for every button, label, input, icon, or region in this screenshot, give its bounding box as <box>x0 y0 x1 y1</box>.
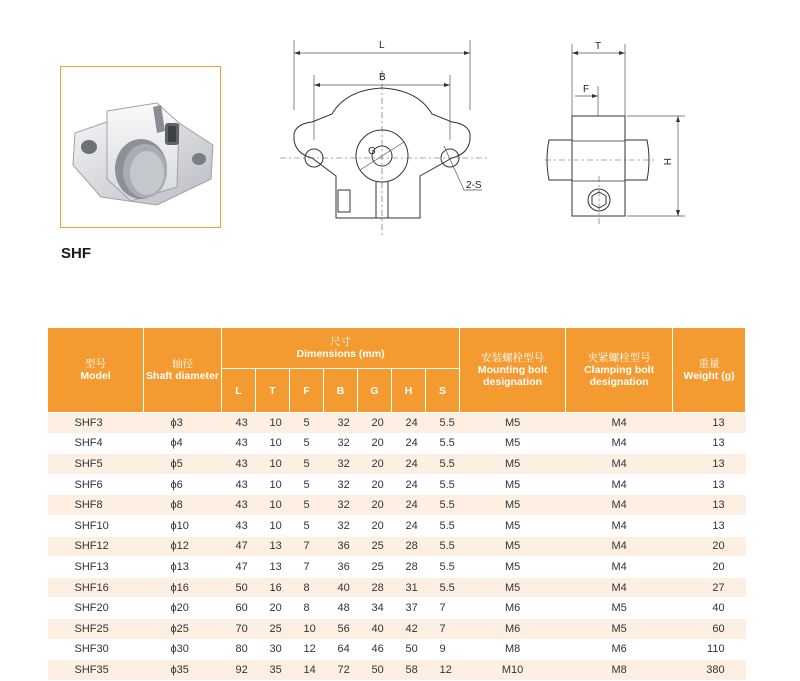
dim-label-H: H <box>661 158 672 166</box>
cell-f: 10 <box>290 618 324 639</box>
cell-h: 24 <box>392 413 426 434</box>
cell-shaft: ϕ35 <box>144 660 222 681</box>
table-body <box>48 413 746 681</box>
cell-model: SHF4 <box>48 433 144 454</box>
cell-clamp: M6 <box>566 639 673 660</box>
cell-l: 70 <box>222 618 256 639</box>
cell-h: 42 <box>392 618 426 639</box>
header-dim-G: G <box>358 369 392 413</box>
cell-shaft: ϕ3 <box>144 413 222 434</box>
cell-g: 20 <box>358 495 392 516</box>
header-model-en: Model <box>80 370 111 382</box>
cell-shaft: ϕ6 <box>144 474 222 495</box>
cell-l: 47 <box>222 557 256 578</box>
dim-label-B: B <box>379 72 386 83</box>
table-row <box>48 557 746 578</box>
header-shaft-en: Shaft diameter <box>146 370 219 382</box>
cell-model: SHF20 <box>48 598 144 619</box>
cell-b: 64 <box>324 639 358 660</box>
cell-shaft: ϕ12 <box>144 536 222 557</box>
cell-b: 32 <box>324 495 358 516</box>
cell-g: 20 <box>358 433 392 454</box>
cell-l: 92 <box>222 660 256 681</box>
cell-g: 50 <box>358 660 392 681</box>
cell-clamp: M5 <box>566 618 673 639</box>
cell-mount: M5 <box>460 557 566 578</box>
header-mounting-bolt <box>460 328 566 413</box>
dim-label-T: T <box>595 41 602 52</box>
cell-model: SHF5 <box>48 454 144 475</box>
product-photo <box>60 66 221 228</box>
cell-s: 5.5 <box>426 433 460 454</box>
cell-mount: M8 <box>460 639 566 660</box>
cell-clamp: M5 <box>566 598 673 619</box>
cell-s: 5.5 <box>426 577 460 598</box>
cell-t: 25 <box>256 618 290 639</box>
cell-h: 50 <box>392 639 426 660</box>
table-row <box>48 413 746 434</box>
cell-mount: M5 <box>460 515 566 536</box>
cell-b: 40 <box>324 577 358 598</box>
header-shaft-zh: 轴径 <box>172 358 193 370</box>
cell-shaft: ϕ20 <box>144 598 222 619</box>
header-clamp-en: Clamping bolt designation <box>584 364 655 388</box>
table-row <box>48 454 746 475</box>
header-weight <box>673 328 746 413</box>
cell-clamp: M4 <box>566 474 673 495</box>
cell-b: 32 <box>324 433 358 454</box>
cell-shaft: ϕ25 <box>144 618 222 639</box>
cell-h: 24 <box>392 454 426 475</box>
cell-mount: M10 <box>460 660 566 681</box>
product-title: SHF <box>61 245 91 262</box>
cell-model: SHF10 <box>48 515 144 536</box>
dim-label-G: G <box>368 146 376 157</box>
cell-t: 20 <box>256 598 290 619</box>
cell-g: 20 <box>358 474 392 495</box>
cell-t: 10 <box>256 495 290 516</box>
cell-clamp: M4 <box>566 433 673 454</box>
table-row <box>48 577 746 598</box>
cell-weight: 380 <box>673 660 746 681</box>
cell-f: 5 <box>290 515 324 536</box>
cell-mount: M6 <box>460 618 566 639</box>
table-row <box>48 433 746 454</box>
cell-weight: 13 <box>673 474 746 495</box>
cell-b: 36 <box>324 557 358 578</box>
header-clamp-zh: 夹紧螺栓型号 <box>587 352 651 364</box>
cell-mount: M5 <box>460 495 566 516</box>
cell-weight: 20 <box>673 557 746 578</box>
cell-t: 10 <box>256 515 290 536</box>
cell-model: SHF30 <box>48 639 144 660</box>
cell-b: 32 <box>324 413 358 434</box>
cell-shaft: ϕ16 <box>144 577 222 598</box>
header-dims-zh: 尺寸 <box>330 336 352 348</box>
cell-t: 13 <box>256 557 290 578</box>
header-weight-en: Weight (g) <box>683 370 735 382</box>
cell-f: 5 <box>290 495 324 516</box>
cell-l: 43 <box>222 515 256 536</box>
header-mount-en: Mounting bolt designation <box>477 364 548 388</box>
cell-h: 58 <box>392 660 426 681</box>
header-shaft <box>144 328 222 413</box>
table-row <box>48 495 746 516</box>
cell-model: SHF3 <box>48 413 144 434</box>
cell-l: 43 <box>222 433 256 454</box>
cell-b: 32 <box>324 515 358 536</box>
table-row <box>48 515 746 536</box>
table-row <box>48 598 746 619</box>
cell-h: 37 <box>392 598 426 619</box>
cell-h: 28 <box>392 536 426 557</box>
header-dim-T: T <box>256 369 290 413</box>
cell-s: 9 <box>426 639 460 660</box>
table-row <box>48 618 746 639</box>
cell-weight: 20 <box>673 536 746 557</box>
side-view-drawing <box>545 36 695 226</box>
header-dims-en: Dimensions (mm) <box>296 348 385 360</box>
cell-shaft: ϕ13 <box>144 557 222 578</box>
cell-f: 5 <box>290 433 324 454</box>
cell-model: SHF16 <box>48 577 144 598</box>
cell-clamp: M4 <box>566 454 673 475</box>
specification-table <box>47 327 746 681</box>
cell-mount: M5 <box>460 433 566 454</box>
cell-t: 10 <box>256 433 290 454</box>
cell-model: SHF35 <box>48 660 144 681</box>
cell-l: 43 <box>222 413 256 434</box>
header-dim-F: F <box>290 369 324 413</box>
cell-h: 24 <box>392 433 426 454</box>
cell-mount: M5 <box>460 577 566 598</box>
header-clamping-bolt <box>566 328 673 413</box>
cell-l: 50 <box>222 577 256 598</box>
cell-model: SHF12 <box>48 536 144 557</box>
cell-t: 30 <box>256 639 290 660</box>
cell-f: 14 <box>290 660 324 681</box>
table-row <box>48 536 746 557</box>
cell-model: SHF6 <box>48 474 144 495</box>
cell-f: 5 <box>290 474 324 495</box>
header-dim-L: L <box>222 369 256 413</box>
cell-b: 56 <box>324 618 358 639</box>
cell-g: 20 <box>358 515 392 536</box>
cell-l: 43 <box>222 454 256 475</box>
cell-s: 5.5 <box>426 495 460 516</box>
cell-f: 8 <box>290 598 324 619</box>
cell-mount: M6 <box>460 598 566 619</box>
cell-g: 40 <box>358 618 392 639</box>
cell-b: 72 <box>324 660 358 681</box>
cell-f: 5 <box>290 413 324 434</box>
cell-f: 7 <box>290 536 324 557</box>
cell-t: 13 <box>256 536 290 557</box>
cell-b: 36 <box>324 536 358 557</box>
cell-g: 20 <box>358 413 392 434</box>
cell-clamp: M4 <box>566 495 673 516</box>
cell-weight: 110 <box>673 639 746 660</box>
cell-l: 43 <box>222 474 256 495</box>
cell-clamp: M4 <box>566 577 673 598</box>
cell-shaft: ϕ30 <box>144 639 222 660</box>
cell-s: 7 <box>426 598 460 619</box>
header-dim-H: H <box>392 369 426 413</box>
cell-shaft: ϕ8 <box>144 495 222 516</box>
cell-b: 32 <box>324 474 358 495</box>
cell-f: 8 <box>290 577 324 598</box>
cell-h: 24 <box>392 515 426 536</box>
header-dim-B: B <box>324 369 358 413</box>
cell-l: 47 <box>222 536 256 557</box>
cell-weight: 13 <box>673 495 746 516</box>
header-model-zh: 型号 <box>85 358 106 370</box>
cell-h: 24 <box>392 495 426 516</box>
cell-mount: M5 <box>460 413 566 434</box>
cell-t: 35 <box>256 660 290 681</box>
cell-t: 16 <box>256 577 290 598</box>
cell-l: 60 <box>222 598 256 619</box>
cell-g: 20 <box>358 454 392 475</box>
cell-g: 28 <box>358 577 392 598</box>
header-mount-zh: 安装螺栓型号 <box>481 352 545 364</box>
cell-mount: M5 <box>460 474 566 495</box>
cell-weight: 13 <box>673 515 746 536</box>
cell-g: 25 <box>358 536 392 557</box>
table-row <box>48 660 746 681</box>
cell-f: 5 <box>290 454 324 475</box>
cell-shaft: ϕ4 <box>144 433 222 454</box>
cell-mount: M5 <box>460 536 566 557</box>
table-row <box>48 474 746 495</box>
cell-clamp: M4 <box>566 536 673 557</box>
cell-weight: 27 <box>673 577 746 598</box>
cell-s: 5.5 <box>426 515 460 536</box>
cell-clamp: M4 <box>566 515 673 536</box>
dim-label-L: L <box>379 40 385 51</box>
cell-l: 80 <box>222 639 256 660</box>
header-weight-zh: 重量 <box>698 358 720 370</box>
cell-weight: 13 <box>673 413 746 434</box>
header-dimensions <box>222 328 460 369</box>
cell-weight: 13 <box>673 454 746 475</box>
cell-clamp: M4 <box>566 413 673 434</box>
cell-t: 10 <box>256 413 290 434</box>
cell-s: 5.5 <box>426 413 460 434</box>
cell-b: 32 <box>324 454 358 475</box>
cell-f: 12 <box>290 639 324 660</box>
dim-label-F: F <box>583 84 590 95</box>
dim-label-2-S: 2-S <box>466 180 482 191</box>
cell-weight: 40 <box>673 598 746 619</box>
cell-h: 31 <box>392 577 426 598</box>
header-model <box>48 328 144 413</box>
cell-model: SHF8 <box>48 495 144 516</box>
cell-s: 12 <box>426 660 460 681</box>
cell-h: 24 <box>392 474 426 495</box>
cell-weight: 13 <box>673 433 746 454</box>
cell-s: 7 <box>426 618 460 639</box>
cell-s: 5.5 <box>426 474 460 495</box>
cell-f: 7 <box>290 557 324 578</box>
cell-b: 48 <box>324 598 358 619</box>
cell-l: 43 <box>222 495 256 516</box>
cell-g: 25 <box>358 557 392 578</box>
cell-shaft: ϕ10 <box>144 515 222 536</box>
cell-g: 34 <box>358 598 392 619</box>
cell-shaft: ϕ5 <box>144 454 222 475</box>
cell-s: 5.5 <box>426 557 460 578</box>
front-view-drawing <box>280 30 500 240</box>
cell-t: 10 <box>256 474 290 495</box>
cell-clamp: M8 <box>566 660 673 681</box>
cell-h: 28 <box>392 557 426 578</box>
table-row <box>48 639 746 660</box>
cell-model: SHF13 <box>48 557 144 578</box>
cell-t: 10 <box>256 454 290 475</box>
cell-s: 5.5 <box>426 536 460 557</box>
cell-model: SHF25 <box>48 618 144 639</box>
cell-clamp: M4 <box>566 557 673 578</box>
cell-mount: M5 <box>460 454 566 475</box>
cell-s: 5.5 <box>426 454 460 475</box>
header-dim-S: S <box>426 369 460 413</box>
cell-weight: 60 <box>673 618 746 639</box>
cell-g: 46 <box>358 639 392 660</box>
shaft-support-image <box>61 67 220 227</box>
